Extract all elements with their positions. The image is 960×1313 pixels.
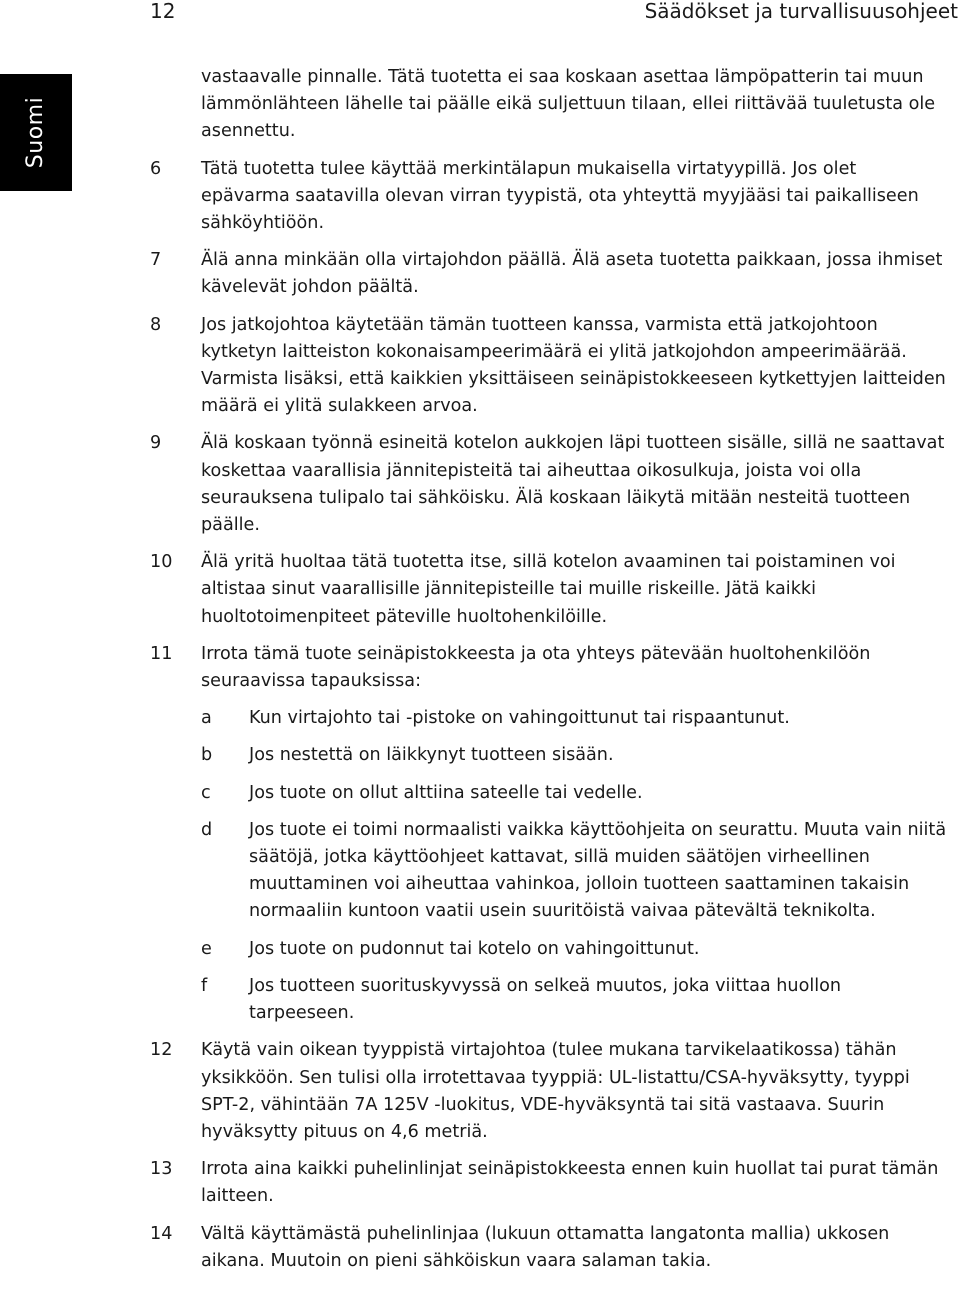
safety-instructions-list [150, 64, 950, 1275]
sub-item-letter: a [201, 708, 212, 729]
list-item [150, 549, 950, 631]
item-text: Älä anna minkään olla virtajohdon päällä. Älä aseta tuotetta paikkaan, jossa ihmiset kävelevät johdon päältä. [201, 250, 943, 298]
item-text: Irrota tämä tuote seinäpistokkeesta ja ota yhteys pätevään huoltohenkilöön seuraavissa tapauksissa: [201, 643, 871, 692]
list-item [150, 641, 950, 1027]
item-number: 6 [150, 158, 162, 179]
list-item [150, 312, 950, 421]
sub-item-letter: f [201, 975, 208, 996]
sub-item-letter: c [201, 782, 211, 803]
item-text: Irrota aina kaikki puhelinlinjat seinäpistokkeesta ennen kuin huollat tai purat tämän laitteen. [201, 1159, 939, 1207]
list-item [150, 156, 950, 238]
item-number: 12 [150, 1040, 173, 1061]
item-text: Vältä käyttämästä puhelinlinjaa (lukuun ottamatta langatonta mallia) ukkosen aikana. Muutoin on pieni sähköiskun vaara salaman takia. [201, 1223, 890, 1271]
sub-item-text: Jos tuotteen suorituskyvyssä on selkeä muutos, joka viittaa huollon tarpeeseen. [249, 975, 842, 1024]
list-item [150, 1221, 950, 1275]
item-text: vastaavalle pinnalle. Tätä tuotetta ei saa koskaan asettaa lämpöpatterin tai muun lämmönlähteen lähelle tai päälle eikä suljettuun tilaan, ellei riittävää tuuletusta ole asennettu. [201, 67, 936, 142]
item-text: Älä koskaan työnnä esineitä kotelon aukkojen läpi tuotteen sisälle, sillä ne saattavat koskettaa vaarallisia jännitepisteitä tai aiheuttaa oikosulkuja, joista voi olla seurauksena tulipalo tai sähköisku. Älä koskaan läikytä mitään nesteitä tuotteen päälle. [201, 433, 945, 536]
section-title: Säädökset ja turvallisuusohjeet [644, 0, 958, 23]
sub-item-letter: b [201, 745, 213, 766]
sub-item-letter: d [201, 819, 213, 840]
item-text: Älä yritä huoltaa tätä tuotetta itse, sillä kotelon avaaminen tai poistaminen voi altistaa sinut vaarallisille jännitepisteille tai muille riskeille. Jätä kaikki huoltotoimenpiteet päteville huoltohenkilöille. [201, 552, 896, 627]
sub-item-text: Jos tuote on pudonnut tai kotelo on vahingoittunut. [249, 938, 700, 959]
sub-item-text: Jos nestettä on läikkynyt tuotteen sisään. [249, 745, 614, 766]
list-item [150, 430, 950, 539]
language-tab [0, 74, 72, 191]
list-item [150, 1156, 950, 1210]
sub-item-letter: e [201, 938, 212, 959]
sub-list-item [201, 936, 950, 963]
item-text: Käytä vain oikean tyyppistä virtajohtoa (tulee mukana tarvikelaatikossa) tähän yksikköön. Sen tulisi olla irrotettavaa tyyppiä: UL-listattu/CSA-hyväksytty, tyyppi SPT-2, vähintään 7A 125V -luokitus, VDE-hyväksyntä tai sitä vastaava. Suurin hyväksytty pituus on 4,6 metriä. [201, 1040, 910, 1142]
page-number: 12 [150, 0, 176, 23]
item-number: 10 [150, 552, 173, 573]
sub-item-text: Jos tuote ei toimi normaalisti vaikka käyttöohjeita on seurattu. Muuta vain niitä säätöjä, jotka käyttöohjeet kattavat, sillä muiden säätöjen virheellinen muuttaminen voi aiheuttaa vahinkoa, jolloin tuotteen saattaminen takaisin normaaliin kuntoon vaatii usein suuritöistä vaivaa pätevältä teknikolta. [249, 819, 947, 922]
sub-list [201, 705, 950, 1027]
item-number: 7 [150, 250, 162, 271]
item-text: Tätä tuotetta tulee käyttää merkintälapun mukaisella virtatyypillä. Jos olet epävarma saatavilla olevan virran tyypistä, ota yhteyttä myyjääsi tai paikalliseen sähköyhtiöön. [201, 158, 919, 234]
sub-list-item [201, 780, 950, 807]
sub-list-item [201, 705, 950, 732]
list-item [150, 64, 950, 146]
item-number: 9 [150, 433, 162, 454]
item-text: Jos jatkojohtoa käytetään tämän tuotteen kanssa, varmista että jatkojohtoon kytketyn laitteiston kokonaisampeerimäärä ei ylitä jatkojohdon ampeerimäärää. Varmista lisäksi, että kaikkien yksittäiseen seinäpistokkeeseen kytkettyjen laitteiden määrä ei ylitä sulakkeen arvoa. [201, 314, 946, 417]
sub-list-item [201, 742, 950, 769]
sub-item-text: Kun virtajohto tai -pistoke on vahingoittunut tai rispaantunut. [249, 708, 790, 729]
list-item [150, 1037, 950, 1146]
sub-list-item [201, 817, 950, 926]
item-number: 13 [150, 1159, 173, 1180]
list-item [150, 247, 950, 301]
language-tab-label: Suomi [23, 96, 49, 169]
sub-item-text: Jos tuote on ollut alttiina sateelle tai vedelle. [249, 782, 643, 803]
item-number: 8 [150, 314, 162, 335]
item-number: 14 [150, 1223, 173, 1244]
item-number: 11 [150, 643, 173, 664]
sub-list-item [201, 973, 950, 1027]
